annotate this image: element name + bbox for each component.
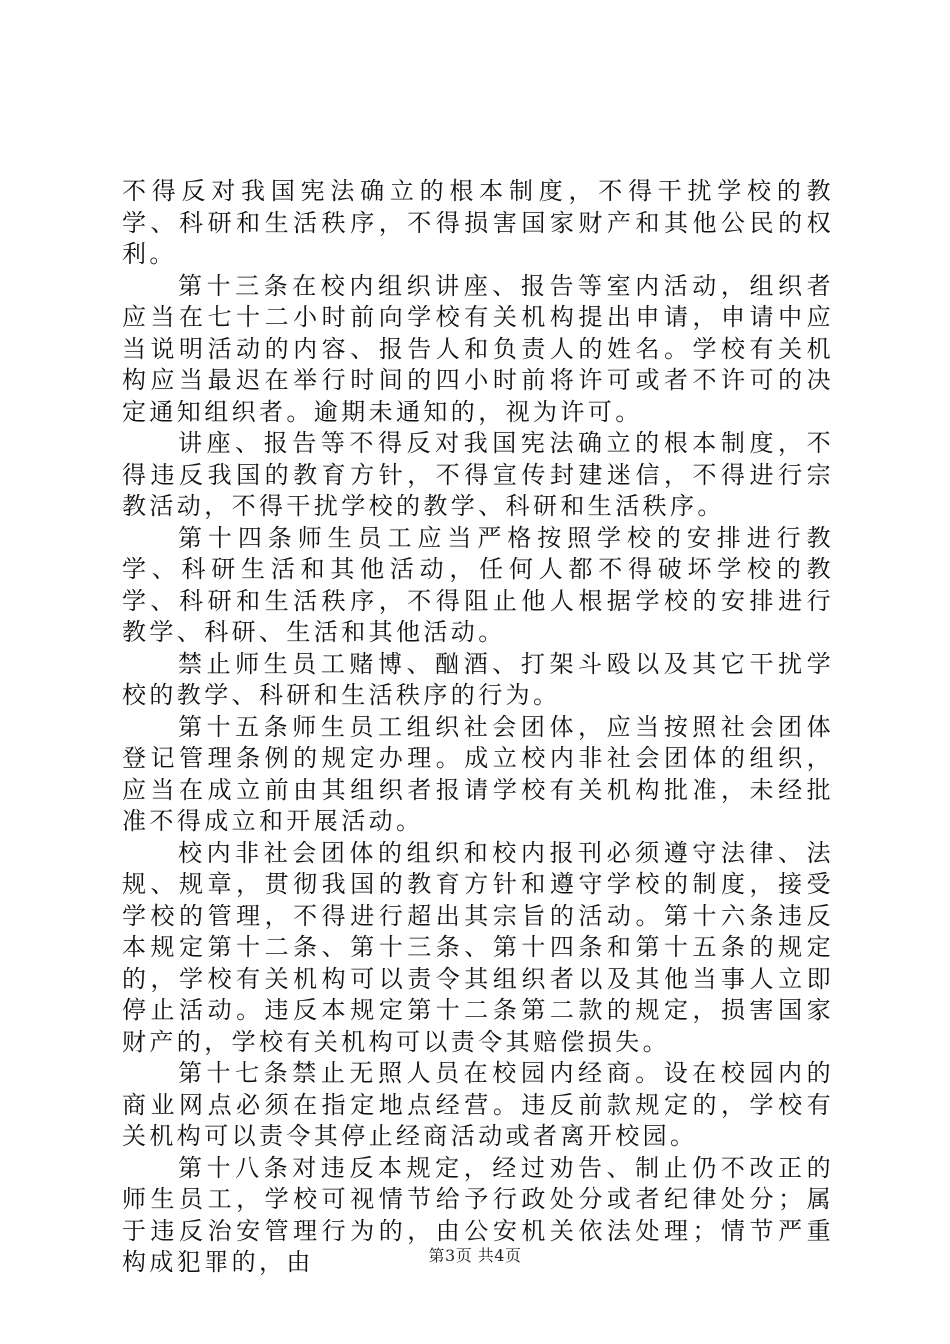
paragraph-7: 校内非社会团体的组织和校内报刊必须遵守法律、法规、规章，贯彻我国的教育方针和遵守学校的制度，接受学校的管理，不得进行超出其宗旨的活动。第十六条违反本规定第十二条、第十三条、第十四条和第十五条的规定的，学校有关机构可以责令其组织者以及其他当事人立即停止活动。违反本规定第十二条第二款的规定，损害国家财产的，学校有关机构可以责令其赔偿损失。: [122, 838, 834, 1056]
body-text: [122, 176, 834, 1279]
paragraph-5: 禁止师生员工赌博、酗酒、打架斗殴以及其它干扰学校的教学、科研和生活秩序的行为。: [122, 649, 834, 709]
page-number-footer: 第3页 共4页: [428, 1246, 522, 1265]
paragraph-9: 第十八条对违反本规定，经过劝告、制止仍不改正的师生员工，学校可视情节给予行政处分或者纪律处分；属于违反治安管理行为的，由公安机关依法处理；情节严重构成犯罪的，由: [122, 1153, 834, 1276]
paragraph-3: 讲座、报告等不得反对我国宪法确立的根本制度，不得违反我国的教育方针，不得宣传封建迷信，不得进行宗教活动，不得干扰学校的教学、科研和生活秩序。: [122, 429, 834, 520]
paragraph-6: 第十五条师生员工组织社会团体，应当按照社会团体登记管理条例的规定办理。成立校内非社会团体的组织，应当在成立前由其组织者报请学校有关机构批准，未经批准不得成立和开展活动。: [122, 712, 834, 835]
paragraph-4: 第十四条师生员工应当严格按照学校的安排进行教学、科研生活和其他活动，任何人都不得破坏学校的教学、科研和生活秩序，不得阻止他人根据学校的安排进行教学、科研、生活和其他活动。: [122, 523, 834, 646]
paragraph-2: 第十三条在校内组织讲座、报告等室内活动，组织者应当在七十二小时前向学校有关机构提出申请，申请中应当说明活动的内容、报告人和负责人的姓名。学校有关机构应当最迟在举行时间的四小时前将许可或者不许可的决定通知组织者。逾期未通知的，视为许可。: [122, 271, 834, 426]
paragraph-1: 不得反对我国宪法确立的根本制度，不得干扰学校的教学、科研和生活秩序，不得损害国家财产和其他公民的权利。: [122, 177, 834, 268]
paragraph-8: 第十七条禁止无照人员在校园内经商。设在校园内的商业网点必须在指定地点经营。违反前款规定的，学校有关机构可以责令其停止经商活动或者离开校园。: [122, 1059, 834, 1150]
